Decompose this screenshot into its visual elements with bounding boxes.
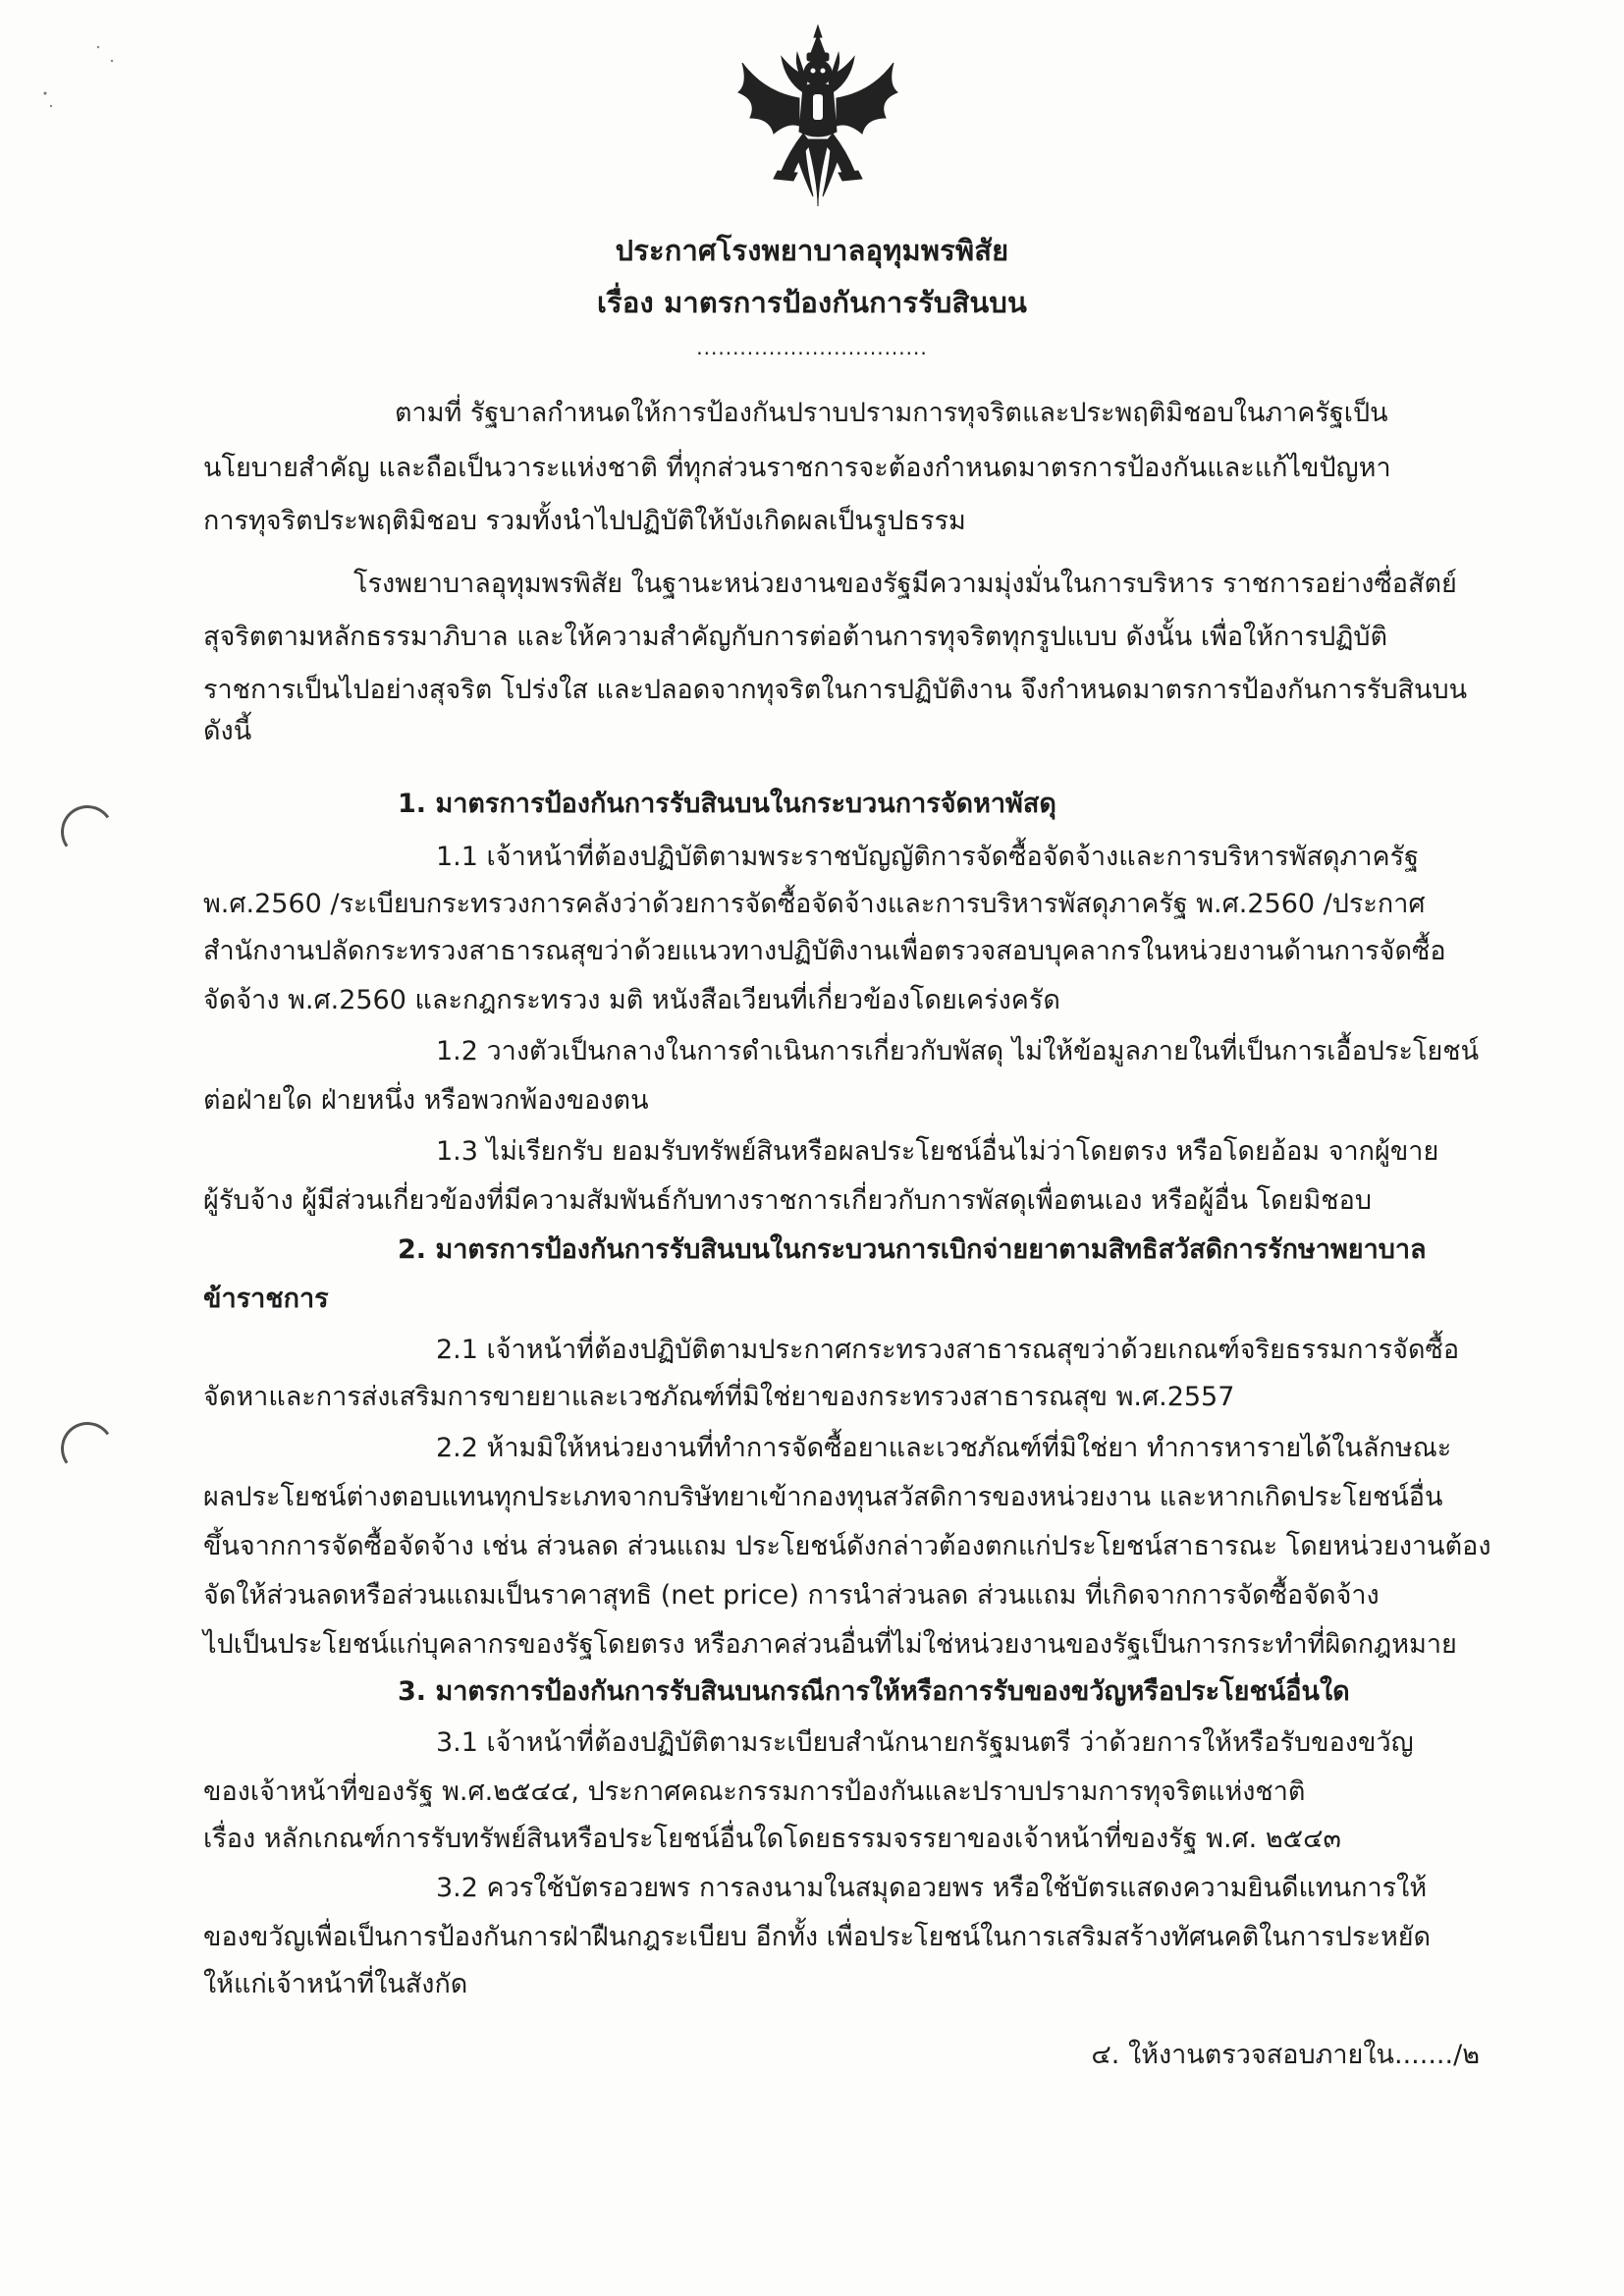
body-line: ผลประโยชน์ต่างตอบแทนทุกประเภทจากบริษัทยาเข้ากองทุนสวัสดิการของหน่วยงาน และหากเกิดประโยชน์อื่น [203, 1482, 1443, 1512]
body-line: จัดหาและการส่งเสริมการขายยาและเวชภัณฑ์ที่มิใช่ยาของกระทรวงสาธารณสุข พ.ศ.2557 [203, 1382, 1235, 1412]
body-line: ให้แก่เจ้าหน้าที่ในสังกัด [203, 1969, 468, 1999]
body-line: ของขวัญเพื่อเป็นการป้องกันการฝ่าฝืนกฎระเบียบ อีกทั้ง เพื่อประโยชน์ในการเสริมสร้างทัศนคติในการประหยัด [203, 1922, 1432, 1952]
announcement-title: ประกาศโรงพยาบาลอุทุมพรพิสัย [615, 234, 1009, 267]
body-line: สำนักงานปลัดกระทรวงสาธารณสุขว่าด้วยแนวทางปฏิบัติงานเพื่อตรวจสอบบุคลากรในหน่วยงานด้านการจัดซื้อ [203, 936, 1446, 966]
section-heading-1: 1. มาตรการป้องกันการรับสินบนในกระบวนการจัดหาพัสดุ [398, 789, 1056, 819]
body-line: 3.1 เจ้าหน้าที่ต้องปฏิบัติตามระเบียบสำนักนายกรัฐมนตรี ว่าด้วยการให้หรือรับของขวัญ [436, 1727, 1414, 1758]
punch-hole-bottom [57, 1418, 119, 1480]
body-line: พ.ศ.2560 /ระเบียบกระทรวงการคลังว่าด้วยการจัดซื้อจัดจ้างและการบริหารพัสดุภาครัฐ พ.ศ.2560 /ประกาศ [203, 889, 1426, 919]
body-line: ไปเป็นประโยชน์แก่บุคลากรของรัฐโดยตรง หรือภาคส่วนอื่นที่ไม่ใช่หน่วยงานของรัฐเป็นการกระทำที่ผิดกฎหมาย [203, 1629, 1457, 1660]
body-line: เรื่อง หลักเกณฑ์การรับทรัพย์สินหรือประโยชน์อื่นใดโดยธรรมจรรยาของเจ้าหน้าที่ของรัฐ พ.ศ. ๒๕๔๓ [203, 1824, 1341, 1854]
body-line: 2.2 ห้ามมิให้หน่วยงานที่ทำการจัดซื้อยาและเวชภัณฑ์ที่มิใช่ยา ทำการหารายได้ในลักษณะ [436, 1433, 1452, 1463]
section-heading-2-cont: ข้าราชการ [203, 1284, 329, 1314]
punch-hole-top [57, 801, 119, 863]
body-line: การทุจริตประพฤติมิชอบ รวมทั้งนำไปปฏิบัติให้บังเกิดผลเป็นรูปธรรม [203, 506, 966, 536]
body-line: ดังนี้ [203, 716, 252, 746]
page-continuation: ๔. ให้งานตรวจสอบภายใน......./๒ [1091, 2040, 1480, 2070]
body-line: 1.3 ไม่เรียกรับ ยอมรับทรัพย์สินหรือผลประโยชน์อื่นไม่ว่าโดยตรง หรือโดยอ้อม จากผู้ขาย [436, 1136, 1439, 1167]
body-line: จัดให้ส่วนลดหรือส่วนแถมเป็นราคาสุทธิ (net price) การนำส่วนลด ส่วนแถม ที่เกิดจากการจัดซื้อจัดจ้าง [203, 1580, 1380, 1611]
body-line: 1.1 เจ้าหน้าที่ต้องปฏิบัติตามพระราชบัญญัติการจัดซื้อจัดจ้างและการบริหารพัสดุภาครัฐ [436, 842, 1420, 872]
body-line: ราชการเป็นไปอย่างสุจริต โปร่งใส และปลอดจากทุจริตในการปฏิบัติงาน จึงกำหนดมาตรการป้องกันการรับสินบน [203, 675, 1468, 705]
section-heading-3: 3. มาตรการป้องกันการรับสินบนกรณีการให้หรือการรับของขวัญหรือประโยชน์อื่นใด [398, 1676, 1350, 1707]
scan-specks [39, 39, 128, 128]
body-line: ของเจ้าหน้าที่ของรัฐ พ.ศ.๒๕๔๔, ประกาศคณะกรรมการป้องกันและปราบปรามการทุจริตแห่งชาติ [203, 1777, 1306, 1807]
body-line: 1.2 วางตัวเป็นกลางในการดำเนินการเกี่ยวกับพัสดุ ไม่ให้ข้อมูลภายในที่เป็นการเอื้อประโยชน์ [436, 1036, 1480, 1066]
title-separator: ................................ [696, 336, 928, 359]
body-line: นโยบายสำคัญ และถือเป็นวาระแห่งชาติ ที่ทุกส่วนราชการจะต้องกำหนดมาตรการป้องกันและแก้ไขปัญหา [203, 453, 1391, 483]
body-line: ผู้รับจ้าง ผู้มีส่วนเกี่ยวข้องที่มีความสัมพันธ์กับทางราชการเกี่ยวกับการพัสดุเพื่อตนเอง หรือผู้อื่น โดยมิชอบ [203, 1185, 1372, 1216]
body-line: ตามที่ รัฐบาลกำหนดให้การป้องกันปราบปรามการทุจริตและประพฤติมิชอบในภาครัฐเป็น [395, 398, 1388, 428]
body-line: สุจริตตามหลักธรรมาภิบาล และให้ความสำคัญกับการต่อต้านการทุจริตทุกรูปแบบ ดังนั้น เพื่อให้การปฏิบัติ [203, 622, 1388, 652]
announcement-subject: เรื่อง มาตรการป้องกันการรับสินบน [596, 286, 1028, 319]
body-line: จัดจ้าง พ.ศ.2560 และกฎกระทรวง มติ หนังสือเวียนที่เกี่ยวข้องโดยเคร่งครัด [203, 985, 1060, 1015]
body-line: ต่อฝ่ายใด ฝ่ายหนึ่ง หรือพวกพ้องของตน [203, 1085, 649, 1116]
body-line: 2.1 เจ้าหน้าที่ต้องปฏิบัติตามประกาศกระทรวงสาธารณสุขว่าด้วยเกณฑ์จริยธรรมการจัดซื้อ [436, 1335, 1460, 1365]
body-line: 3.2 ควรใช้บัตรอวยพร การลงนามในสมุดอวยพร หรือใช้บัตรแสดงความยินดีแทนการให้ [436, 1873, 1428, 1903]
body-line: โรงพยาบาลอุทุมพรพิสัย ในฐานะหน่วยงานของรัฐมีความมุ่งมั่นในการบริหาร ราชการอย่างซื่อสัตย์ [353, 569, 1457, 599]
section-heading-2: 2. มาตรการป้องกันการรับสินบนในกระบวนการเบิกจ่ายยาตามสิทธิสวัสดิการรักษาพยาบาล [398, 1234, 1427, 1265]
garuda-emblem [734, 24, 901, 210]
body-line: ขึ้นจากการจัดซื้อจัดจ้าง เช่น ส่วนลด ส่วนแถม ประโยชน์ดังกล่าวต้องตกแก่ประโยชน์สาธารณะ โดยหน่วยงานต้อง [203, 1531, 1491, 1561]
